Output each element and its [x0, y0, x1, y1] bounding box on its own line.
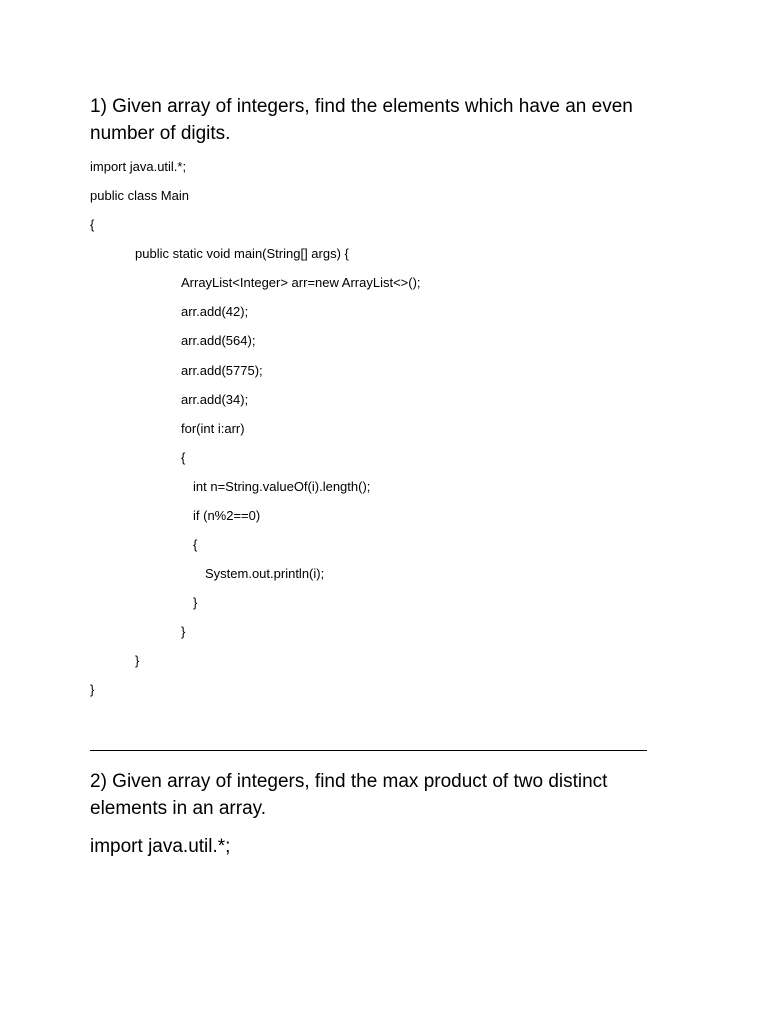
code-line: public class Main	[90, 188, 189, 203]
code-line: {	[181, 450, 186, 465]
code-line: arr.add(5775);	[181, 363, 263, 378]
code-line: ArrayList<Integer> arr=new ArrayList<>();	[181, 275, 421, 290]
question-2-title: 2) Given array of integers, find the max product of two distinct elements in an array.	[90, 771, 608, 819]
code-line: System.out.println(i);	[205, 566, 325, 581]
code-line: }	[193, 595, 198, 610]
section-divider	[90, 750, 647, 751]
code-line: {	[90, 217, 95, 232]
code-line: arr.add(564);	[181, 333, 256, 348]
code-line: arr.add(42);	[181, 304, 249, 319]
code-line: }	[90, 682, 95, 697]
code-line: import java.util.*;	[90, 159, 187, 174]
code-line: arr.add(34);	[181, 392, 249, 407]
code-line: }	[181, 624, 186, 639]
code-line: for(int i:arr)	[181, 421, 245, 436]
code-line: if (n%2==0)	[193, 508, 261, 523]
code-line: {	[193, 537, 198, 552]
code-line: public static void main(String[] args) {	[135, 246, 349, 261]
question-1-title: 1) Given array of integers, find the elements which have an even number of digits.	[90, 96, 633, 144]
code-line: }	[135, 653, 140, 668]
code-line: import java.util.*;	[90, 836, 231, 857]
code-line: int n=String.valueOf(i).length();	[193, 479, 371, 494]
